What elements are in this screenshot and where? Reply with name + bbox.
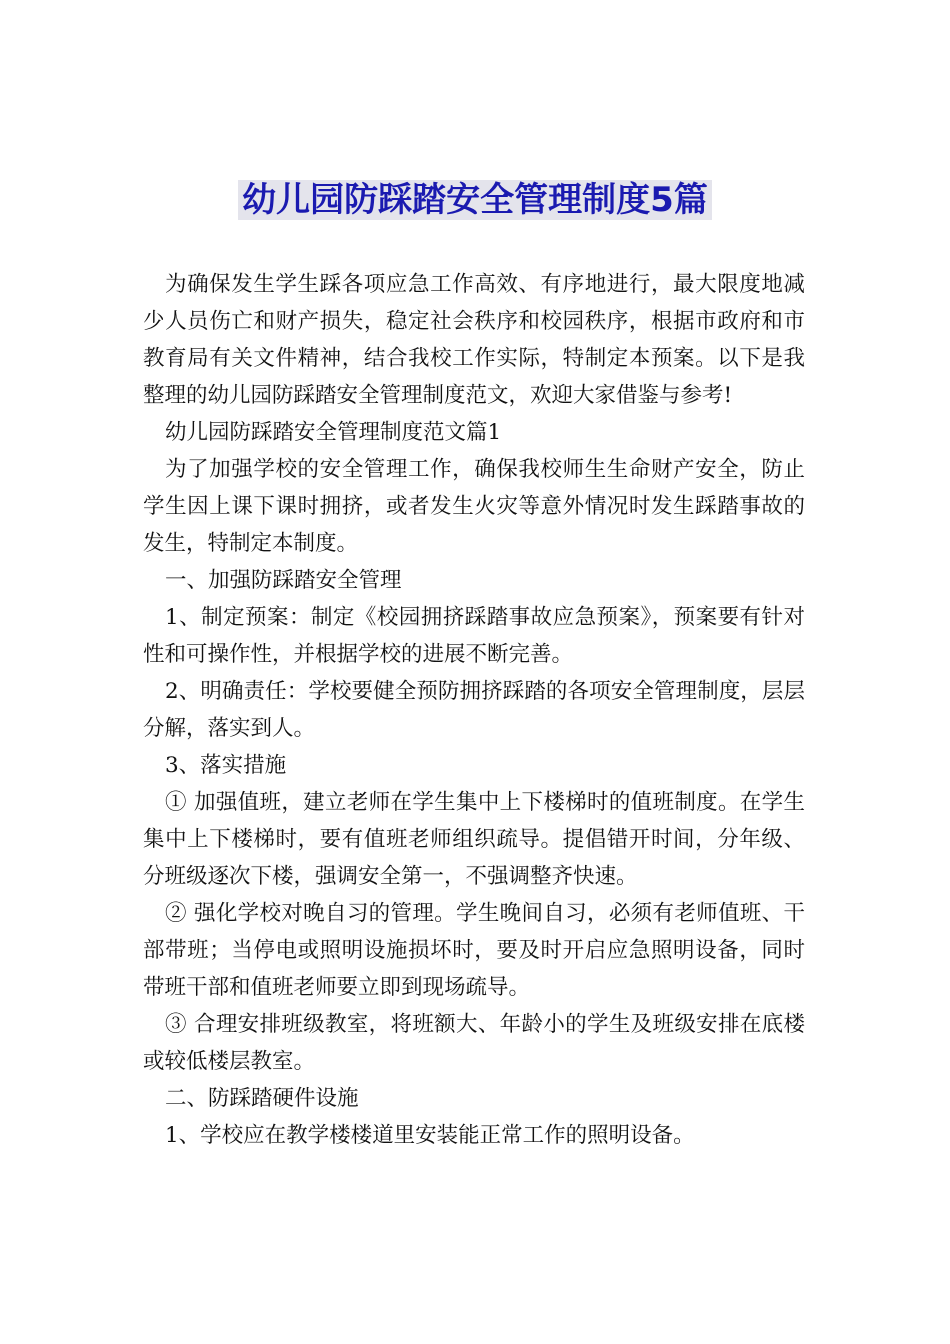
subsection-heading: 二、防踩踏硬件设施 [165,1086,359,1111]
document-title-text: 幼儿园防踩踏安全管理制度5篇 [238,180,712,220]
numbered-item: ① 加强值班，建立老师在学生集中上下楼梯时的值班制度。在学生集中上下楼梯时，要有值班老师组织疏导。提倡错开时间，分年级、分班级逐次下楼，强调安全第一，不强调整齐快速。 [143,790,805,889]
list-item: 2、明确责任：学校要健全预防拥挤踩踏的各项安全管理制度，层层分解，落实到人。 [143,679,805,741]
list-item: 1、学校应在教学楼楼道里安装能正常工作的照明设备。 [165,1123,695,1148]
document-body [143,266,805,1154]
intro-paragraph: 为确保发生学生踩各项应急工作高效、有序地进行，最大限度地减少人员伤亡和财产损失，稳定社会秩序和校园秩序，根据市政府和市教育局有关文件精神，结合我校工作实际，特制定本预案。以下是我整理的幼儿园防踩踏安全管理制度范文，欢迎大家借鉴与参考! [143,272,805,408]
document-title [0,176,950,224]
subsection-heading: 一、加强防踩踏安全管理 [165,568,402,593]
numbered-item: ② 强化学校对晚自习的管理。学生晚间自习，必须有老师值班、干部带班；当停电或照明设施损坏时，要及时开启应急照明设备，同时带班干部和值班老师要立即到现场疏导。 [143,901,805,1000]
body-paragraph: 为了加强学校的安全管理工作，确保我校师生生命财产安全，防止学生因上课下课时拥挤，或者发生火灾等意外情况时发生踩踏事故的发生，特制定本制度。 [143,457,805,556]
list-item: 3、落实措施 [165,753,287,778]
section-heading: 幼儿园防踩踏安全管理制度范文篇1 [165,420,502,445]
numbered-item: ③ 合理安排班级教室，将班额大、年龄小的学生及班级安排在底楼或较低楼层教室。 [143,1012,805,1074]
list-item: 1、制定预案：制定《校园拥挤踩踏事故应急预案》，预案要有针对性和可操作性，并根据学校的进展不断完善。 [143,605,805,667]
